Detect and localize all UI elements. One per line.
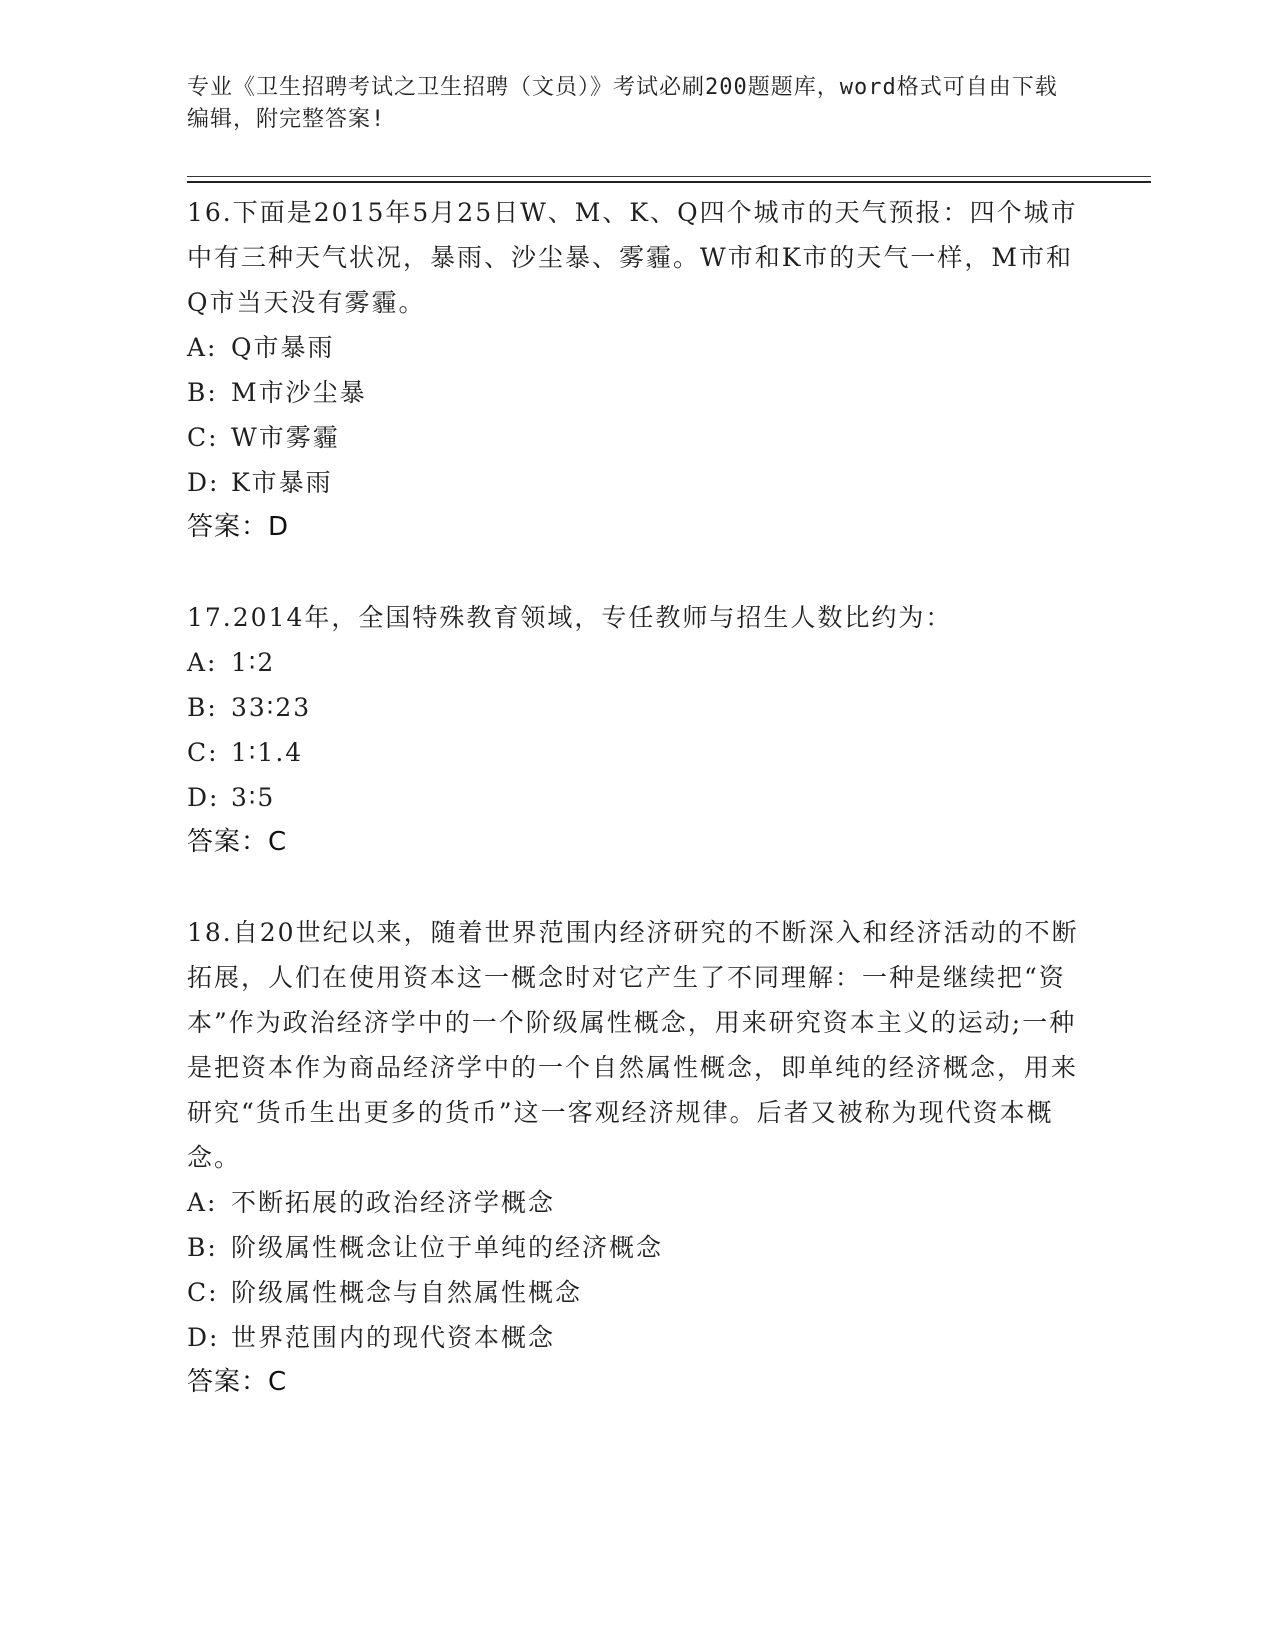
question-17: [187, 595, 1087, 865]
answer-line: 答案：D: [187, 512, 290, 542]
option-c: [187, 730, 1087, 775]
option-text: 3∶5: [231, 783, 276, 812]
option-letter: B:: [187, 693, 218, 722]
header-rule-thick: [187, 181, 1151, 183]
option-letter: D:: [187, 1323, 220, 1352]
option-letter: C:: [187, 738, 219, 767]
option-text: 阶级属性概念让位于单纯的经济概念: [231, 1233, 664, 1262]
question-16: [187, 190, 1087, 550]
option-letter: C:: [187, 423, 219, 452]
question-spacer: [187, 865, 1087, 910]
header-rule-thin: [187, 176, 1151, 177]
option-text: 阶级属性概念与自然属性概念: [231, 1278, 583, 1307]
option-b: [187, 1225, 1087, 1270]
question-stem: 18.自20世纪以来，随着世界范围内经济研究的不断深入和经济活动的不断拓展，人们在使用资本这一概念时对它产生了不同理解：一种是继续把“资本”作为政治经济学中的一个阶级属性概念，用来研究资本主义的运动;一种是把资本作为商品经济学中的一个自然属性概念，即单纯的经济概念，用来研究“货币生出更多的货币”这一客观经济规律。后者又被称为现代资本概念。: [187, 918, 1079, 1172]
question-18: [187, 910, 1087, 1405]
option-c: [187, 415, 1087, 460]
option-text: 世界范围内的现代资本概念: [231, 1323, 556, 1352]
option-letter: B:: [187, 1233, 218, 1262]
option-text: 33∶23: [231, 693, 312, 722]
question-stem: 16.下面是2015年5月25日W、M、K、Q四个城市的天气预报：四个城市中有三种天气状况，暴雨、沙尘暴、雾霾。W市和K市的天气一样，M市和Q市当天没有雾霾。: [187, 198, 1078, 317]
option-d: [187, 1315, 1087, 1360]
option-text: Q市暴雨: [231, 333, 335, 362]
option-b: [187, 685, 1087, 730]
option-letter: A:: [187, 1188, 218, 1217]
option-letter: A:: [187, 648, 218, 677]
question-stem: 17.2014年，全国特殊教育领域，专任教师与招生人数比约为：: [187, 603, 953, 632]
option-letter: A:: [187, 333, 218, 362]
question-list: [187, 190, 1087, 1405]
option-text: 1∶2: [231, 648, 276, 677]
option-text: 不断拓展的政治经济学概念: [231, 1188, 556, 1217]
option-a: [187, 1180, 1087, 1225]
option-a: [187, 640, 1087, 685]
option-c: [187, 1270, 1087, 1315]
option-text: K市暴雨: [231, 468, 333, 497]
option-text: W市雾霾: [231, 423, 340, 452]
option-letter: C:: [187, 1278, 219, 1307]
option-text: 1∶1.4: [231, 738, 304, 767]
option-a: [187, 325, 1087, 370]
option-letter: B:: [187, 378, 218, 407]
option-letter: D:: [187, 783, 220, 812]
option-text: M市沙尘暴: [231, 378, 367, 407]
question-spacer: [187, 550, 1087, 595]
option-letter: D:: [187, 468, 220, 497]
option-b: [187, 370, 1087, 415]
option-d: [187, 460, 1087, 505]
option-d: [187, 775, 1087, 820]
answer-line: 答案：C: [187, 1367, 288, 1397]
document-header: 专业《卫生招聘考试之卫生招聘（文员）》考试必刷200题题库，word格式可自由下载编辑，附完整答案!: [187, 75, 1058, 132]
answer-line: 答案：C: [187, 827, 288, 857]
